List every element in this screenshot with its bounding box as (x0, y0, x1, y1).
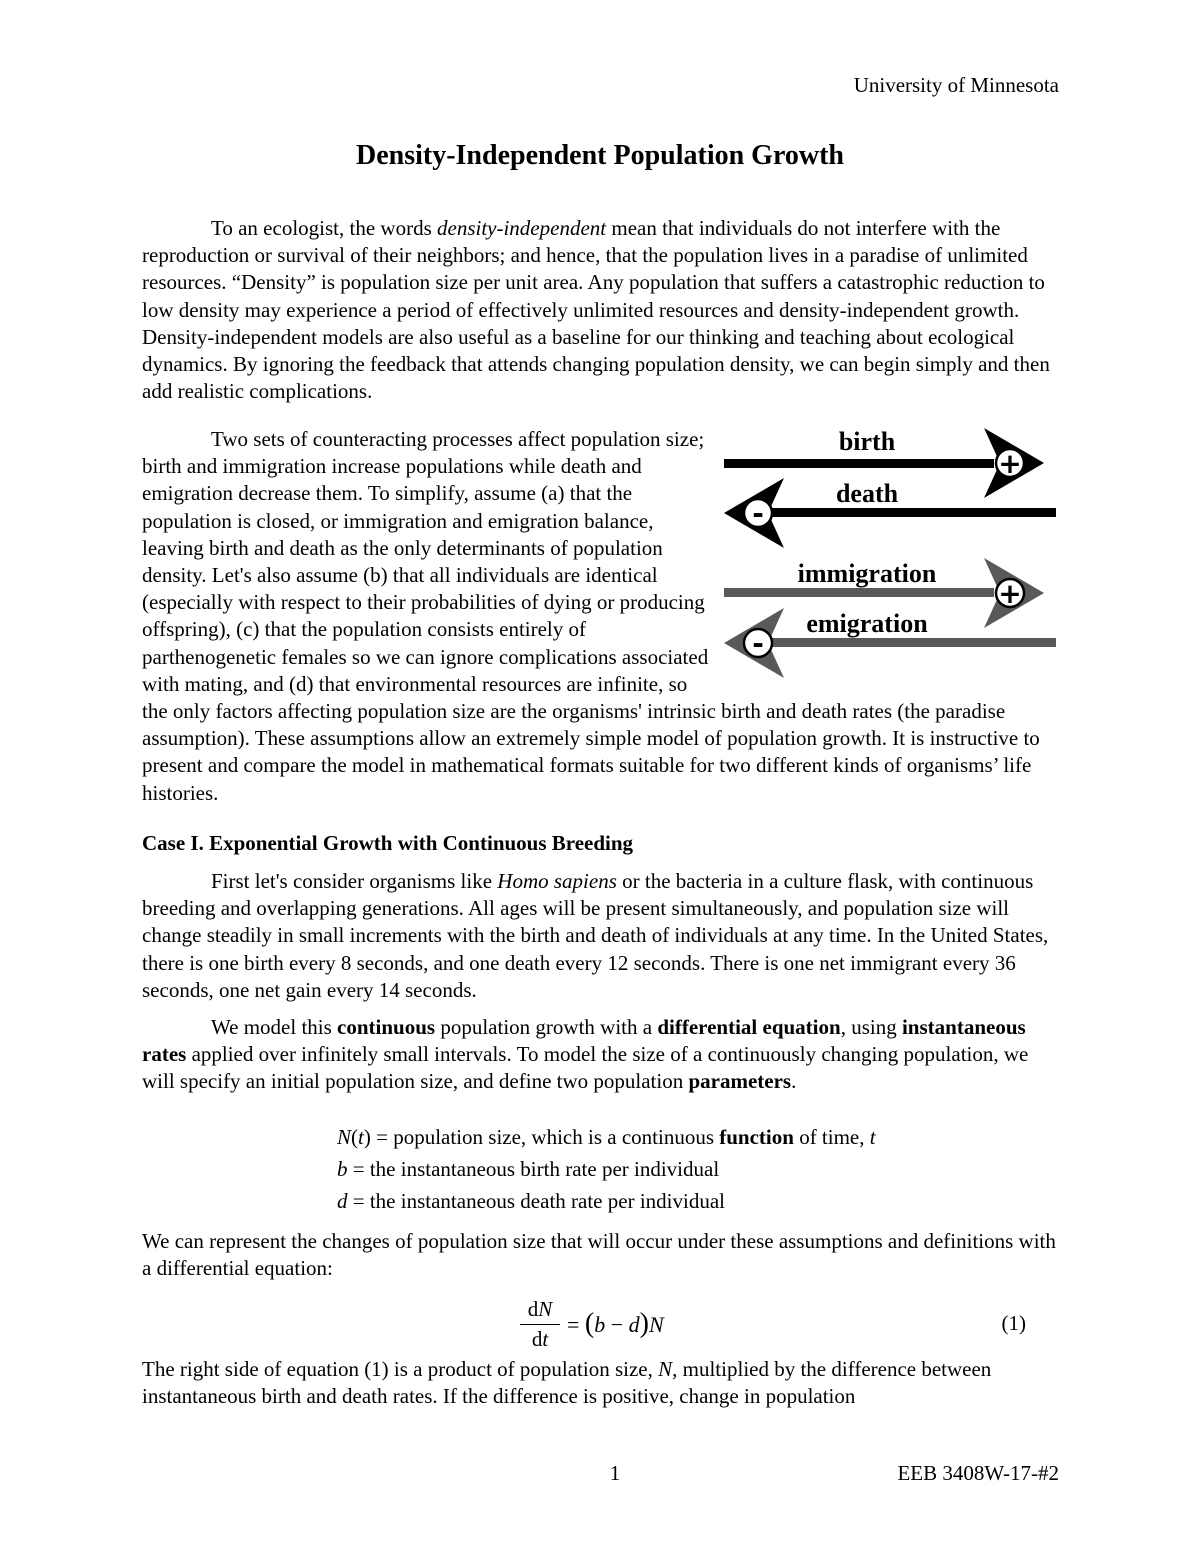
birth-plus-sign: + (998, 447, 1022, 480)
emigration-label: emigration (806, 609, 928, 638)
equation-numerator: dN (520, 1296, 560, 1325)
after-equation-paragraph: The right side of equation (1) is a product of population size, N, multiplied by the difference between instantaneous birth and death rates. If the difference is positive, change in population (142, 1357, 992, 1409)
emigration-minus-sign: - (752, 627, 764, 660)
death-label: death (835, 479, 899, 508)
definition-d: d = the instantaneous death rate per individual (337, 1189, 725, 1213)
intro-paragraph: To an ecologist, the words density-independent mean that individuals do not interfere with the reproduction or survival of their neighbors; and hence, that the population lives in a paradise of unlimited resources. “Density” is population size per unit area. Any population that suffers a catastrophic reduction to low density may experience a period of effectively unlimited resources and density-independent growth. Density-independent models are also useful as a baseline for our thinking and teaching about ecological dynamics. By ignoring the feedback that attends changing population density, we can begin simply and then add realistic complications. (142, 216, 1050, 404)
equation-rhs: = (b − d)N (567, 1308, 664, 1339)
equation-number: (1) (1001, 1311, 1026, 1335)
immigration-arrow-shaft (724, 588, 994, 597)
page-title: Density-Independent Population Growth (355, 140, 844, 171)
case1-heading: Case I. Exponential Growth with Continuous Breeding (142, 831, 634, 855)
immigration-plus-sign: + (998, 577, 1022, 610)
case1-paragraph-2: We model this continuous population growth with a differential equation, using instantaneous rates applied over infinitely small intervals. To model the size of a continuously changing population, we will specify an initial population size, and define two population parameters. (142, 1015, 1029, 1094)
equation-1 (142, 1296, 1026, 1356)
birth-death-diagram (722, 426, 1062, 698)
definition-N: N(t) = population size, which is a continuous function of time, t (337, 1125, 876, 1149)
document-code: EEB 3408W-17-#2 (897, 1461, 1059, 1485)
equation-denominator: dt (531, 1327, 549, 1352)
birth-label: birth (838, 427, 896, 456)
birth-arrow-shaft (724, 459, 994, 468)
processes-paragraph: Two sets of counteracting processes affect population size; birth and immigration increase populations while death and emigration decrease them. To simplify, assume (a) that the population is closed, or immigration and emigration balance, leaving birth and death as the only determinants of population density. Let's also assume (b) that all individuals are identical (especially with respect to their probabilities of dying or producing offspring), (c) that the population consists entirely of parthenogenetic females so we can ignore complications associated with mating, and (d) that environmental resources are infinite, so the only factors affecting population size are the organisms' intrinsic birth and death rates (the paradise assumption). These assumptions allow an extremely simple model of population growth. It is instructive to present and compare the model in mathematical formats suitable for two different kinds of organisms’ life histories. (142, 427, 1040, 805)
page-number: 1 (609, 1461, 621, 1485)
represent-paragraph: We can represent the changes of population size that will occur under these assumptions and definitions with a differential equation: (142, 1229, 1056, 1281)
species-name: Homo sapiens (497, 869, 617, 893)
equation-fraction (520, 1296, 560, 1353)
immigration-label: immigration (797, 559, 937, 588)
case1-paragraph-1: First let's consider organisms like Homo sapiens or the bacteria in a culture flask, with continuous breeding and overlapping generations. All ages will be present simultaneously, and population size will change steadily in small increments with the birth and death of individuals at any time. In the United States, there is one birth every 8 seconds, and one death every 12 seconds. There is one net immigrant every 36 seconds, one net gain every 14 seconds. (142, 869, 1049, 1002)
death-minus-sign: - (752, 497, 764, 530)
emigration-arrow-shaft (772, 638, 1056, 647)
processes-block (142, 426, 1062, 807)
definition-b: b = the instantaneous birth rate per individual (337, 1157, 720, 1181)
death-arrow-shaft (772, 508, 1056, 517)
institution-header: University of Minnesota (853, 73, 1059, 97)
term-density-independent: density-independent (437, 216, 607, 240)
